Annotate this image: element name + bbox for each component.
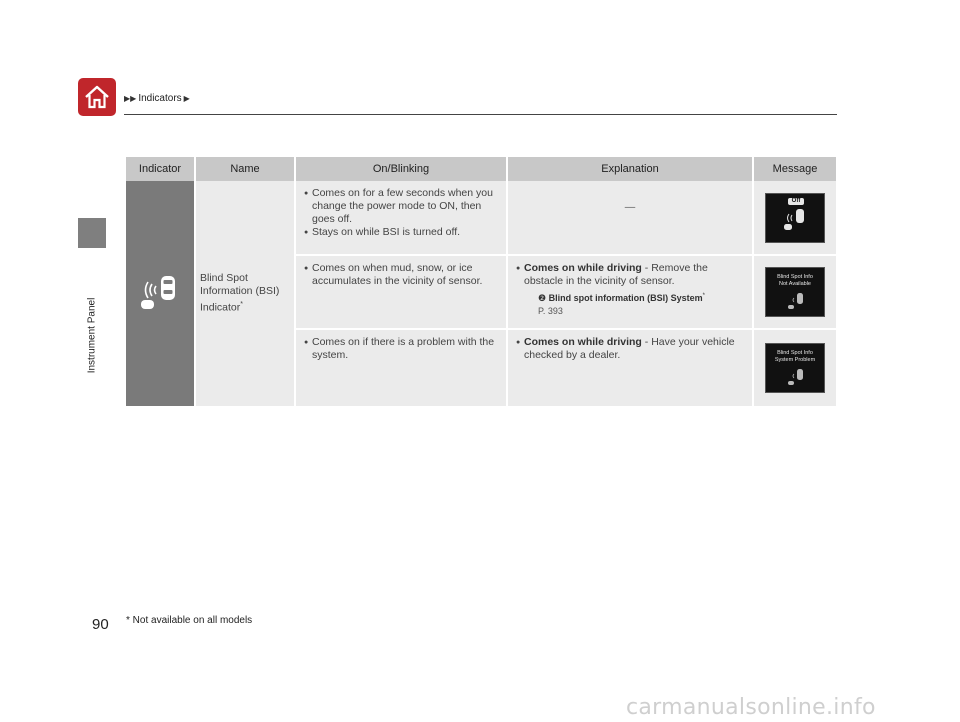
message-line: Not Available <box>778 281 811 287</box>
explanation-text: - Have your vehicle checked by a dealer. <box>524 336 735 361</box>
explanation-cell <box>507 181 753 255</box>
on-blinking-cell <box>295 329 507 407</box>
on-blinking-cell <box>295 255 507 329</box>
message-screen-off <box>765 193 825 243</box>
home-button[interactable] <box>78 78 116 116</box>
column-header-name: Name <box>195 157 295 181</box>
message-cell <box>753 329 837 407</box>
table-header-row <box>126 157 837 181</box>
explanation-emphasis: Comes on while driving <box>524 336 642 348</box>
message-line: Blind Spot Info <box>777 350 813 356</box>
header-rule <box>124 114 837 115</box>
indicator-table <box>126 157 838 408</box>
page-number: 90 <box>92 616 109 633</box>
message-screen-not-available <box>765 267 825 317</box>
message-line: System Problem <box>774 357 816 363</box>
cross-reference-title[interactable]: Blind spot information (BSI) System <box>548 293 703 303</box>
message-line: Blind Spot Info <box>777 274 813 280</box>
blind-spot-message-icon <box>766 268 824 316</box>
on-blinking-cell <box>295 181 507 255</box>
explanation-item <box>516 336 746 362</box>
watermark: carmanualsonline.info <box>626 695 876 720</box>
explanation-emphasis: Comes on while driving <box>524 262 642 274</box>
home-icon <box>83 84 111 110</box>
message-cell <box>753 181 837 255</box>
side-tab-marker <box>78 218 106 248</box>
column-header-indicator: Indicator <box>126 157 195 181</box>
explanation-cell <box>507 329 753 407</box>
on-blinking-item: ● Comes on for a few seconds when you change the power mode to ON, then goes off. <box>304 187 500 226</box>
cross-reference[interactable] <box>538 290 752 318</box>
indicator-cell <box>126 181 195 407</box>
explanation-text: - Remove the obstacle in the vicinity of sensor. <box>524 262 708 287</box>
explanation-dash: — <box>624 201 636 213</box>
on-blinking-item: ● Comes on when mud, snow, or ice accumulates in the vicinity of sensor. <box>304 262 500 288</box>
message-screen-system-problem <box>765 343 825 393</box>
indicator-name-cell <box>195 181 295 407</box>
off-badge: Off <box>788 198 804 205</box>
side-tab-label: Instrument Panel <box>86 297 98 374</box>
footnote: * Not available on all models <box>126 615 253 626</box>
table-row <box>126 181 837 255</box>
column-header-explanation: Explanation <box>507 157 753 181</box>
breadcrumb-arrow-icon: ▶▶ <box>124 94 137 103</box>
cross-reference-arrow-icon: ❷ <box>538 293 547 303</box>
blind-spot-indicator-icon <box>138 272 182 312</box>
on-blinking-item: ● Comes on if there is a problem with the system. <box>304 336 500 362</box>
breadcrumb-link-indicators[interactable]: Indicators <box>138 93 182 104</box>
blind-spot-message-icon <box>766 194 824 242</box>
column-header-message: Message <box>753 157 837 181</box>
footnote-marker: * <box>702 293 705 299</box>
on-blinking-item: ● Stays on while BSI is turned off. <box>304 226 500 239</box>
footnote-marker: * <box>240 301 244 309</box>
indicator-name: Blind Spot Information (BSI) Indicator <box>200 272 280 314</box>
breadcrumb-arrow-icon: ▶ <box>183 94 190 103</box>
message-cell <box>753 255 837 329</box>
breadcrumb <box>124 93 190 104</box>
explanation-cell <box>507 255 753 329</box>
cross-reference-page: P. 393 <box>538 306 563 316</box>
explanation-item <box>516 262 746 288</box>
blind-spot-message-icon <box>766 344 824 392</box>
column-header-on-blinking: On/Blinking <box>295 157 507 181</box>
